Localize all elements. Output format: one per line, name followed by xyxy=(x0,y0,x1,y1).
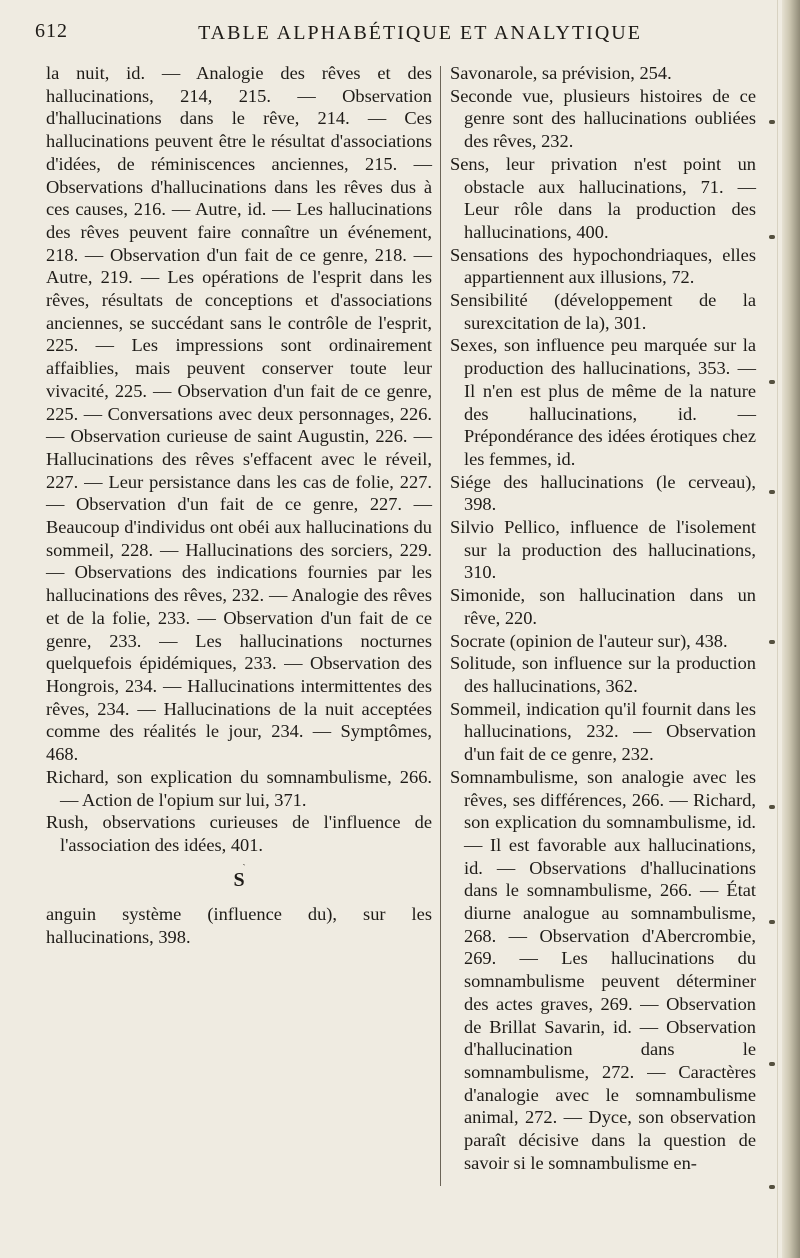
edge-speck xyxy=(769,120,775,124)
edge-speck xyxy=(769,1062,775,1066)
edge-speck xyxy=(769,490,775,494)
index-entry: Seconde vue, plusieurs histoires de ce genre sont des hallucinations oubliées des rêves, 232. xyxy=(450,85,756,152)
page-edge-line xyxy=(777,0,778,1258)
index-entry: Silvio Pellico, influence de l'isolement sur la production des hallucinations, 310. xyxy=(450,517,756,583)
index-entry: Richard, son explication du somnambulisme, 266. — Action de l'opium sur lui, 371. xyxy=(46,766,432,810)
index-entry: Simonide, son hallucination dans un rêve, 220. xyxy=(450,585,756,628)
right-column xyxy=(450,62,756,1174)
column-divider xyxy=(440,66,441,1186)
page-number: 612 xyxy=(35,20,68,42)
edge-speck xyxy=(769,920,775,924)
index-entry: Rush, observations curieuses de l'influence de l'association des idées, 401. xyxy=(46,812,432,855)
page-edge-shadow xyxy=(782,0,800,1258)
index-entry: Somnambulisme, son analogie avec les rêves, ses différences, 266. — Richard, son explication du somnambulisme, id. — Il est favorable aux hallucinations, id. — Observations d'hallucinations dans le somnambulisme, 266. — État diurne analogue au somnambulisme, 268. — Observation d'Abercrombie, 269. — Les hallucinations du somnambulisme peuvent déterminer des actes graves, 269. — Observation de Brillat Savarin, id. — Observation d'hallucination dans le somnambulisme, 272. — Caractères d'analogie avec le somnambulisme animal, 272. — Dyce, son observation paraît décisive dans la question de savoir si le somnambulisme en- xyxy=(450,766,756,1173)
left-column xyxy=(46,62,432,949)
edge-speck xyxy=(769,235,775,239)
index-entry: Savonarole, sa prévision, 254. xyxy=(450,63,672,83)
index-entry: anguin système (influence du), sur les hallucinations, 398. xyxy=(46,904,432,948)
index-entry: Sensibilité (développement de la surexcitation de la), 301. xyxy=(450,290,756,333)
edge-speck xyxy=(769,640,775,644)
asterisk-mark: ˎ xyxy=(242,854,246,866)
edge-speck xyxy=(769,380,775,384)
index-entry: la nuit, id. — Analogie des rêves et des hallucinations, 214, 215. — Observation d'hallucinations dans le rêve, 214. — Ces hallucinations peuvent être le résultat d'associations d'idées, de réminiscences anciennes, 215. — Observations d'hallucinations dans les rêves dus à ces causes, 216. — Autre, id. — Les hallucinations des rêves peuvent faire connaître un événement, 218. — Observation d'un fait de ce genre, 218. — Autre, 219. — Les opérations de l'esprit dans les rêves, résultats de conceptions et d'associations anciennes, se succédant sans le contrôle de l'esprit, 225. — Les impressions sont ordinairement affaiblies, mais peuvent conserver toute leur vivacité, 225. — Observation d'un fait de ce genre, 225. — Conversations avec deux personnages, 226. — Observation curieuse de saint Augustin, 226. — Hallucinations des rêves s'effacent avec le réveil, 227. — Leur persistance dans les cas de folie, 227. — Observation d'un fait de ce genre, 227. — Beaucoup d'individus ont obéi aux hallucinations du sommeil, 228. — Hallucinations des sorciers, 229. — Observations des indications fournies par les hallucinations des rêves, 232. — Analogie des rêves et de la folie, 233. — Observation d'un fait de ce genre, 233. — Les hallucinations nocturnes quelquefois épidémiques, 233. — Observation des Hongrois, 234. — Hallucinations intermittentes des rêves, 234. — Hallucinations de la nuit acceptées comme des réalités le jour, 234. — Symptômes, 468. xyxy=(46,63,432,765)
index-entry: Sensations des hypochondriaques, elles appartiennent aux illusions, 72. xyxy=(450,244,756,288)
running-header: TABLE ALPHABÉTIQUE ET ANALYTIQUE xyxy=(198,22,642,44)
index-entry: Sommeil, indication qu'il fournit dans les hallucinations, 232. — Observation d'un fait de ce genre, 232. xyxy=(450,698,756,765)
index-entry: Siége des hallucinations (le cerveau), 398. xyxy=(450,471,756,515)
index-entry: Sens, leur privation n'est point un obstacle aux hallucinations, 71. — Leur rôle dans la production des hallucinations, 400. xyxy=(450,153,756,242)
edge-speck xyxy=(769,1185,775,1189)
index-entry: Socrate (opinion de l'auteur sur), 438. xyxy=(450,630,728,651)
index-entry: Sexes, son influence peu marquée sur la production des hallucinations, 353. — Il n'en est plus de même de la nature des hallucinations, id. — Prépondérance des idées érotiques chez les femmes, id. xyxy=(450,335,756,469)
index-entry: Solitude, son influence sur la production des hallucinations, 362. xyxy=(450,653,756,696)
edge-speck xyxy=(769,805,775,809)
section-letter: S xyxy=(233,868,245,891)
